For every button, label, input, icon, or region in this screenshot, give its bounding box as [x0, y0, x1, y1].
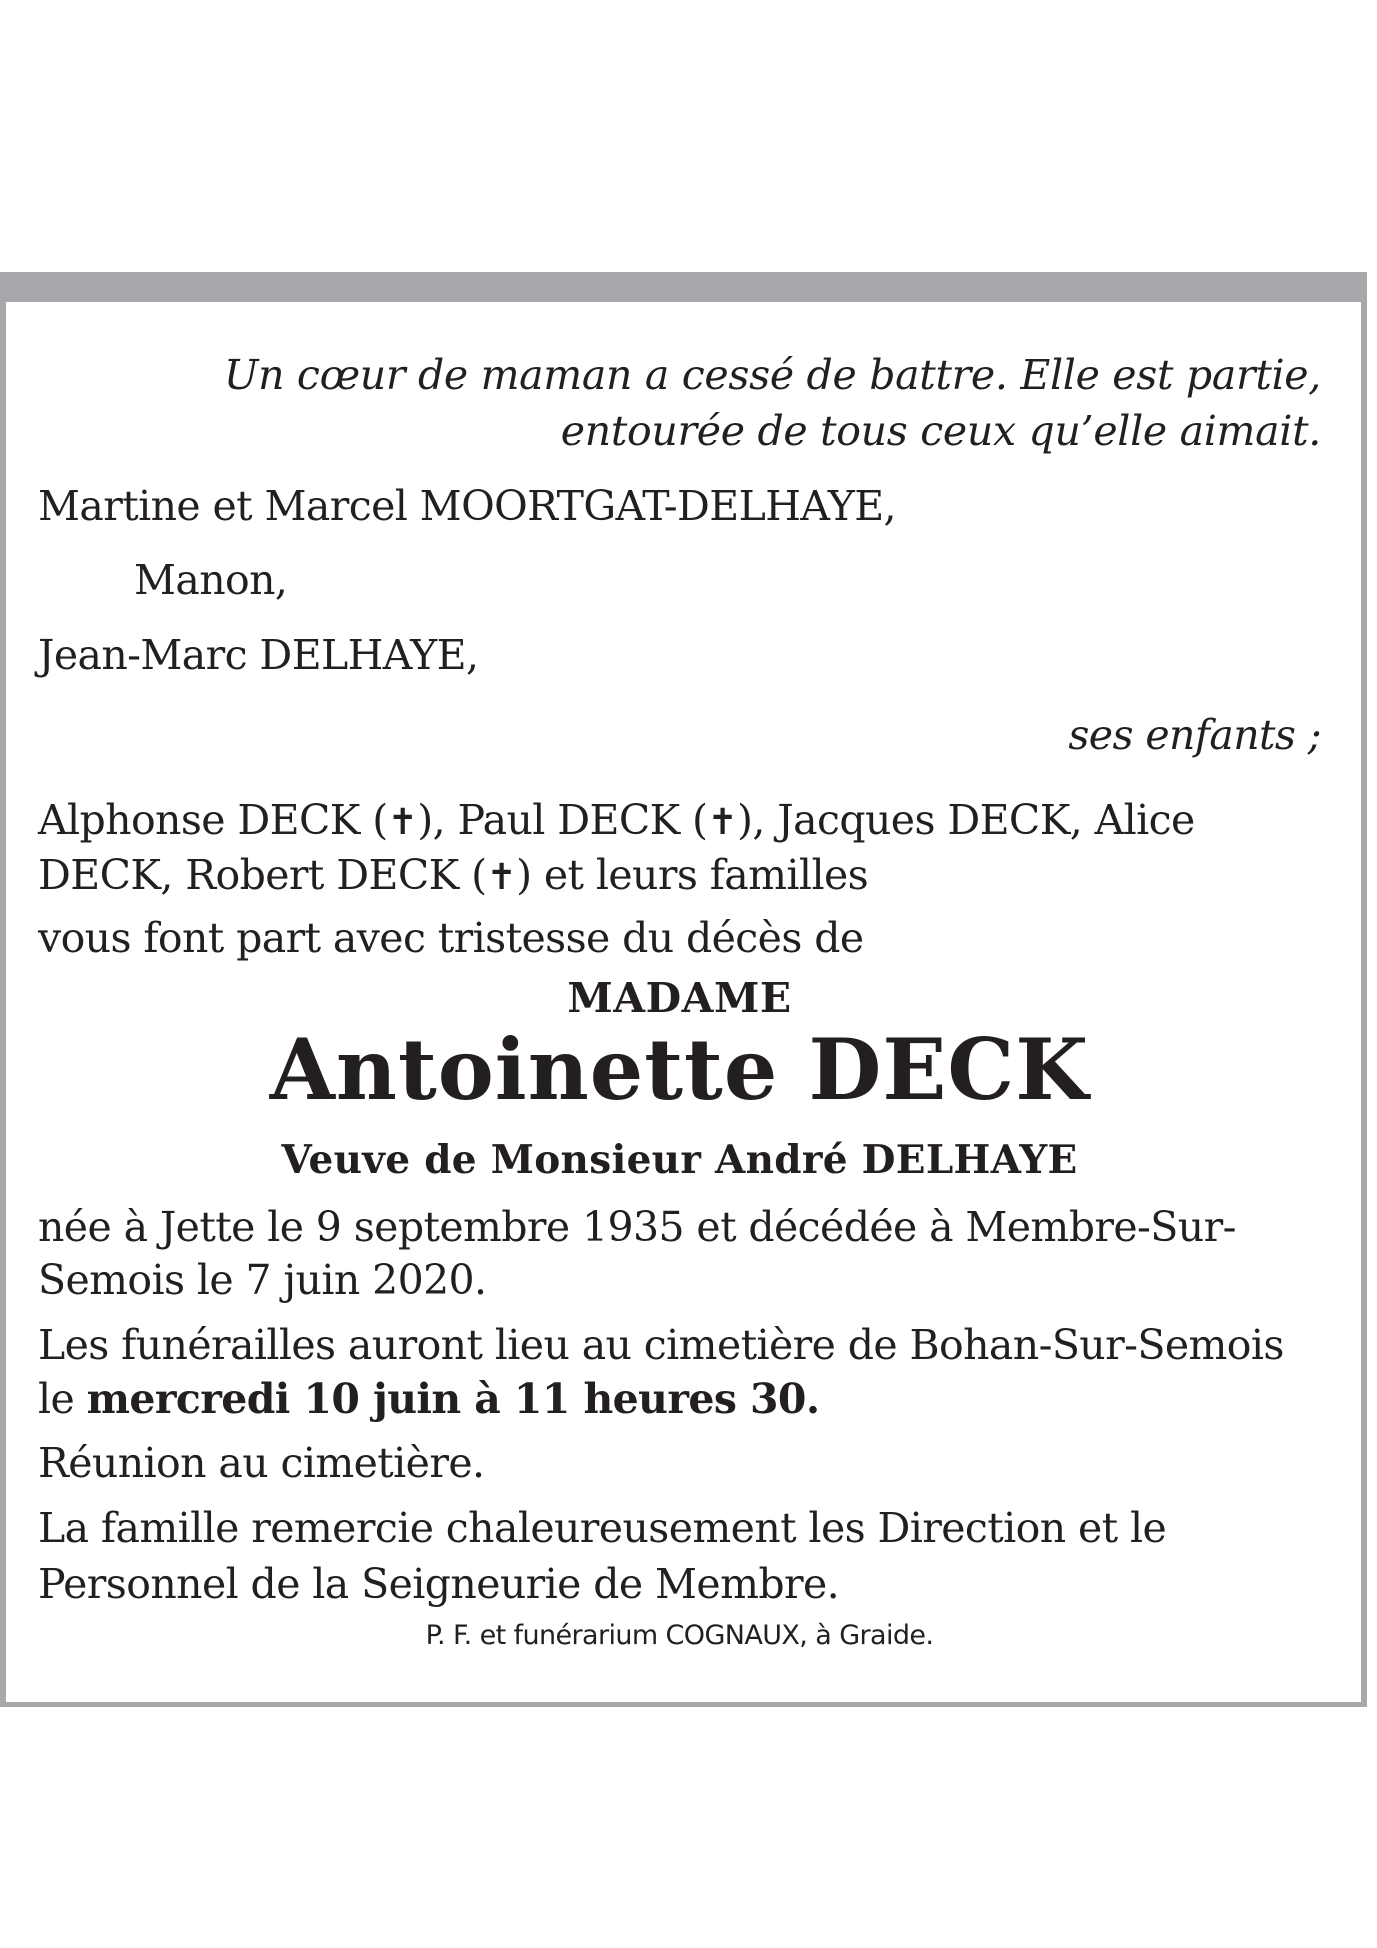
- child-line-1: Martine et Marcel MOORTGAT-DELHAYE,: [38, 482, 896, 530]
- cross-icon: ✝: [387, 802, 418, 843]
- epigraph-line-2: entourée de tous ceux qu’elle aimait.: [560, 407, 1321, 455]
- grandchild-line: Manon,: [134, 556, 288, 604]
- thanks-line-1: La famille remercie chaleureusement les Direction et le: [38, 1504, 1167, 1552]
- funeral-datetime: mercredi 10 juin à 11 heures 30.: [86, 1375, 820, 1423]
- siblings-text-1b: ), Paul DECK (: [417, 796, 708, 844]
- siblings-line-2: [38, 847, 1321, 906]
- birth-line-1: née à Jette le 9 septembre 1935 et décédée à Membre-Sur-: [38, 1203, 1236, 1251]
- siblings-text-1c: ), Jacques DECK, Alice: [737, 796, 1195, 844]
- siblings-text-1a: Alphonse DECK (: [38, 796, 388, 844]
- cross-icon: ✝: [707, 802, 738, 843]
- obituary-frame: [0, 272, 1367, 1707]
- birth-line-2: Semois le 7 juin 2020.: [38, 1256, 487, 1304]
- funeral-line-1: Les funérailles auront lieu au cimetière de Bohan-Sur-Semois: [38, 1321, 1284, 1369]
- deceased-subtitle: Veuve de Monsieur André DELHAYE: [281, 1137, 1078, 1183]
- funeral-line-2: [38, 1371, 1321, 1427]
- deceased-title: MADAME: [567, 974, 792, 1022]
- siblings-text-2b: ) et leurs familles: [516, 851, 869, 899]
- announcement-text: vous font part avec tristesse du décès de: [38, 914, 864, 962]
- cross-icon: ✝: [486, 857, 517, 898]
- funeral-prefix: le: [38, 1375, 87, 1423]
- meeting-text: Réunion au cimetière.: [38, 1439, 485, 1487]
- child-line-2: Jean-Marc DELHAYE,: [38, 631, 479, 679]
- children-label: ses enfants ;: [1068, 711, 1321, 759]
- siblings-text-2a: DECK, Robert DECK (: [38, 851, 487, 899]
- thanks-line-2: Personnel de la Seigneurie de Membre.: [38, 1560, 840, 1608]
- deceased-name: Antoinette DECK: [269, 1020, 1090, 1119]
- siblings-line-1: [38, 792, 1321, 851]
- epigraph-line-1: Un cœur de maman a cessé de battre. Elle est partie,: [223, 351, 1321, 399]
- obituary-content: [38, 302, 1321, 1702]
- funeral-home-credit: P. F. et funérarium COGNAUX, à Graide.: [425, 1620, 934, 1651]
